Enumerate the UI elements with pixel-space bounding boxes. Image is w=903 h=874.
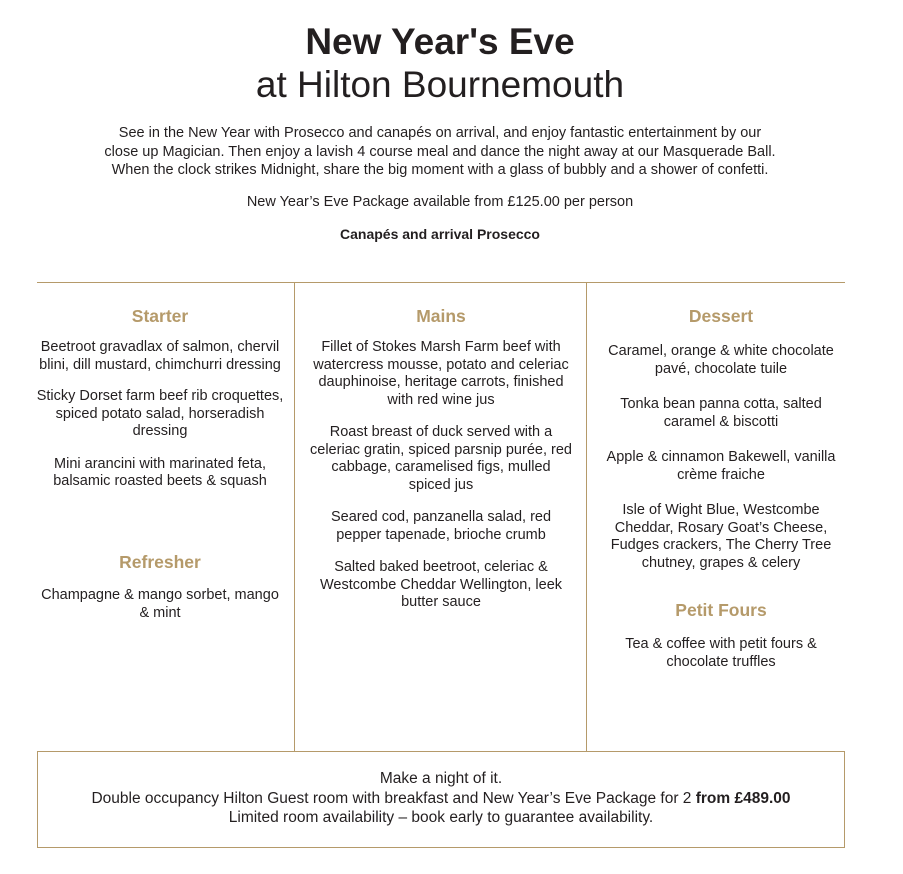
menu-item: Caramel, orange & white chocolate pavé, chocolate tuile — [608, 343, 834, 377]
menu-item: Beetroot gravadlax of salmon, chervil blini, dill mustard, chimchurri dressing — [39, 339, 281, 373]
mains-heading: Mains — [416, 306, 466, 326]
menu-item: Mini arancini with marinated feta, balsamic roasted beets & squash — [53, 455, 267, 489]
mains-section — [310, 305, 572, 612]
offer-text: Double occupancy Hilton Guest room with breakfast and New Year’s Eve Package for 2 — [91, 789, 696, 807]
dessert-section — [600, 305, 842, 572]
offer-line — [38, 789, 844, 809]
offer-line: Limited room availability – book early to guarantee availability. — [228, 809, 654, 826]
menu-item: Seared cod, panzanella salad, red pepper tapenade, brioche crumb — [330, 509, 552, 543]
canapes-heading: Canapés and arrival Prosecco — [340, 226, 540, 242]
menu-item: Fillet of Stokes Marsh Farm beef with watercress mousse, potato and celeriac dauphinoise, heritage carrots, finished with red wine jus — [313, 339, 569, 408]
menu-item: Apple & cinnamon Bakewell, vanilla crème fraiche — [606, 449, 836, 483]
menu-top-divider — [37, 282, 845, 283]
petit-fours-heading: Petit Fours — [675, 600, 767, 620]
intro-line: See in the New Year with Prosecco and canapés on arrival, and enjoy fantastic entertainment by our — [118, 125, 762, 141]
column-divider-right — [586, 282, 587, 751]
menu-item: Tea & coffee with petit fours & chocolate truffles — [625, 636, 817, 670]
column-divider-left — [294, 282, 295, 751]
starter-section — [30, 305, 290, 491]
menu-item: Champagne & mango sorbet, mango & mint — [41, 587, 279, 621]
offer-price: from £489.00 — [695, 789, 791, 807]
menu-item: Tonka bean panna cotta, salted caramel & biscotti — [620, 396, 822, 430]
intro-paragraph — [60, 124, 820, 180]
intro-line: close up Magician. Then enjoy a lavish 4 course meal and dance the night away at our Masquerade Ball. — [104, 143, 776, 160]
offer-line: Make a night of it. — [379, 770, 503, 787]
menu-item: Isle of Wight Blue, Westcombe Cheddar, Rosary Goat’s Cheese, Fudges crackers, The Cherry Tree chutney, grapes & celery — [610, 502, 832, 571]
menu-item: Salted baked beetroot, celeriac & Westcombe Cheddar Wellington, leek butter sauce — [319, 559, 563, 610]
page-subtitle: at Hilton Bournemouth — [255, 64, 625, 105]
starter-heading: Starter — [131, 306, 189, 326]
room-offer-box — [37, 751, 845, 848]
page-title: New Year's Eve — [305, 21, 575, 62]
package-price-text: New Year’s Eve Package available from £125.00 per person — [246, 194, 634, 210]
menu-item: Roast breast of duck served with a celeriac gratin, spiced parsnip purée, red cabbage, caramelised figs, mulled spiced jus — [310, 424, 572, 493]
intro-line: When the clock strikes Midnight, share the big moment with a glass of bubbly and a shower of confetti. — [111, 162, 769, 178]
petit-fours-section — [610, 599, 832, 671]
refresher-section — [40, 551, 280, 622]
dessert-heading: Dessert — [688, 306, 754, 326]
menu-item: Sticky Dorset farm beef rib croquettes, spiced potato salad, horseradish dressing — [36, 388, 284, 439]
refresher-heading: Refresher — [119, 552, 201, 572]
